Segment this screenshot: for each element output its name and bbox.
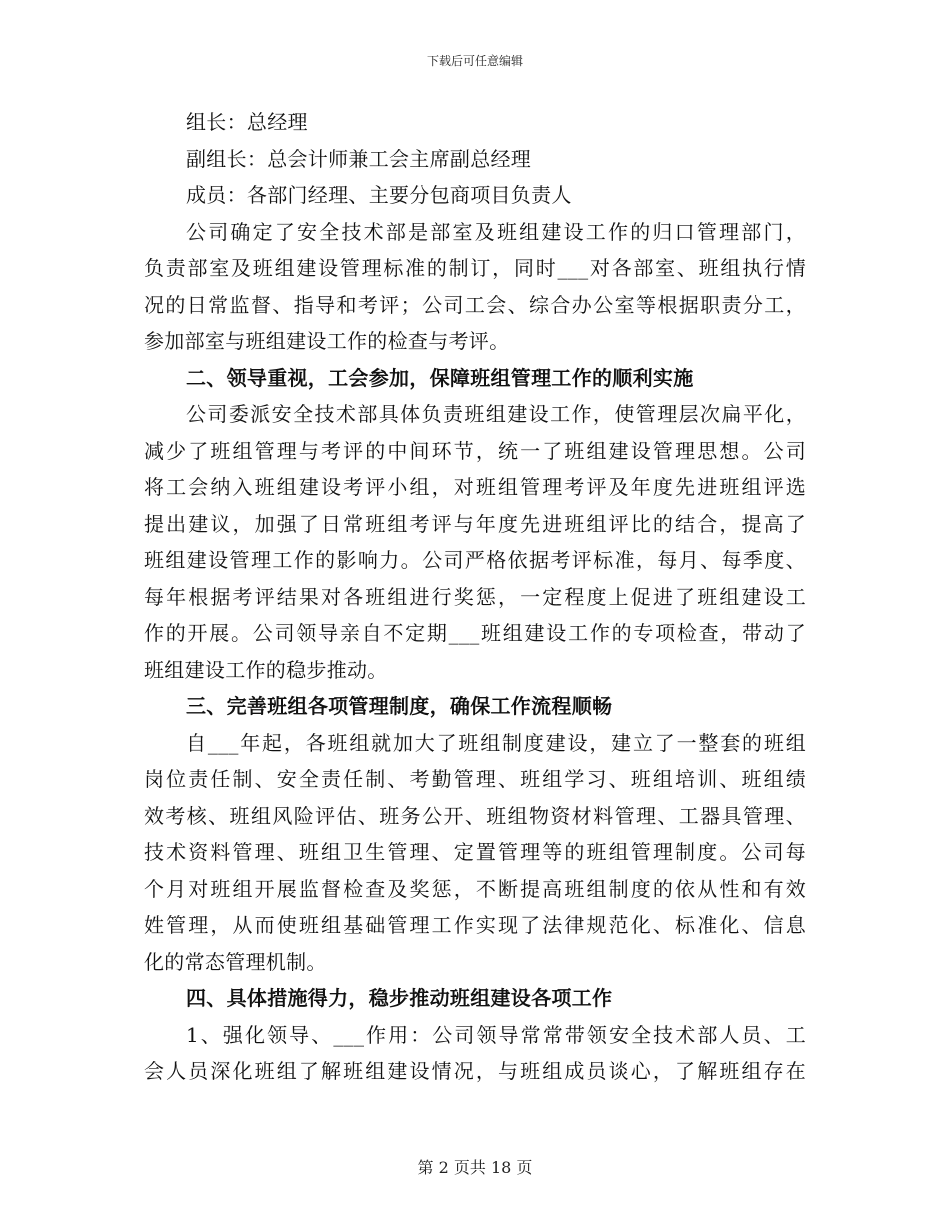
paragraph-line: 成员：各部门经理、主要分包商项目负责人 [186,183,572,207]
paragraph-line: 班组建设管理工作的影响力。公司严格依据考评标准，每月、每季度、 [144,548,806,572]
paragraph-line: 个月对班组开展监督检查及奖惩，不断提高班组制度的依从性和有效 [144,876,806,901]
paragraph-line: 岗位责任制、安全责任制、考勤管理、班组学习、班组培训、班组绩 [144,767,806,791]
paragraph-line: 姓管理，从而使班组基础管理工作实现了法律规范化、标准化、信息 [144,913,806,937]
paragraph-line: 负责部室及班组建设管理标准的制订，同时___对各部室、班组执行情 [144,256,806,280]
paragraph-line: 况的日常监督、指导和考评；公司工会、综合办公室等根据职责分工， [144,292,806,317]
paragraph-line: 参加部室与班组建设工作的检查与考评。 [144,329,510,353]
paragraph-line: 公司委派安全技术部具体负责班组建设工作，使管理层次扁平化， [186,402,806,426]
paragraph-line: 公司确定了安全技术部是部室及班组建设工作的归口管理部门， [186,219,806,244]
paragraph-line: 班组建设工作的稳步推动。 [144,657,388,682]
paragraph-line: 会人员深化班组了解班组建设情况，与班组成员谈心，了解班组存在 [144,1059,806,1083]
paragraph-line: 化的常态管理机制。 [144,949,327,974]
paragraph-line: 提出建议，加强了日常班组考评与年度先进班组评比的结合，提高了 [144,511,806,536]
paragraph-line: 自___年起，各班组就加大了班组制度建设，建立了一整套的班组 [186,730,806,755]
paragraph-line: 技术资料管理、班组卫生管理、定置管理等的班组管理制度。公司每 [144,840,806,864]
section-heading: 四、具体措施得力，稳步推动班组建设各项工作 [186,986,613,1010]
page-footer-number: 第 2 页共 18 页 [417,1158,533,1177]
document-body [144,104,806,1090]
page-header-note: 下载后可任意编辑 [426,54,523,68]
section-heading: 三、完善班组各项管理制度，确保工作流程顺畅 [186,694,613,718]
paragraph-line: 效考核、班组风险评估、班务公开、班组物资材料管理、工器具管理、 [144,803,806,828]
paragraph-line: 减少了班组管理与考评的中间环节，统一了班组建设管理思想。公司 [144,438,806,463]
paragraph-line: 作的开展。公司领导亲自不定期___班组建设工作的专项检查，带动了 [144,621,806,645]
section-heading: 二、领导重视，工会参加，保障班组管理工作的顺利实施 [186,365,694,390]
paragraph-line: 每年根据考评结果对各班组进行奖惩，一定程度上促进了班组建设工 [144,584,806,609]
paragraph-line: 将工会纳入班组建设考评小组，对班组管理考评及年度先进班组评选 [144,475,806,499]
paragraph-line: 组长：总经理 [186,110,308,134]
paragraph-line: 副组长：总会计师兼工会主席副总经理 [186,146,532,171]
paragraph-line: 1、强化领导、___作用：公司领导常常带领安全技术部人员、工 [186,1022,806,1047]
